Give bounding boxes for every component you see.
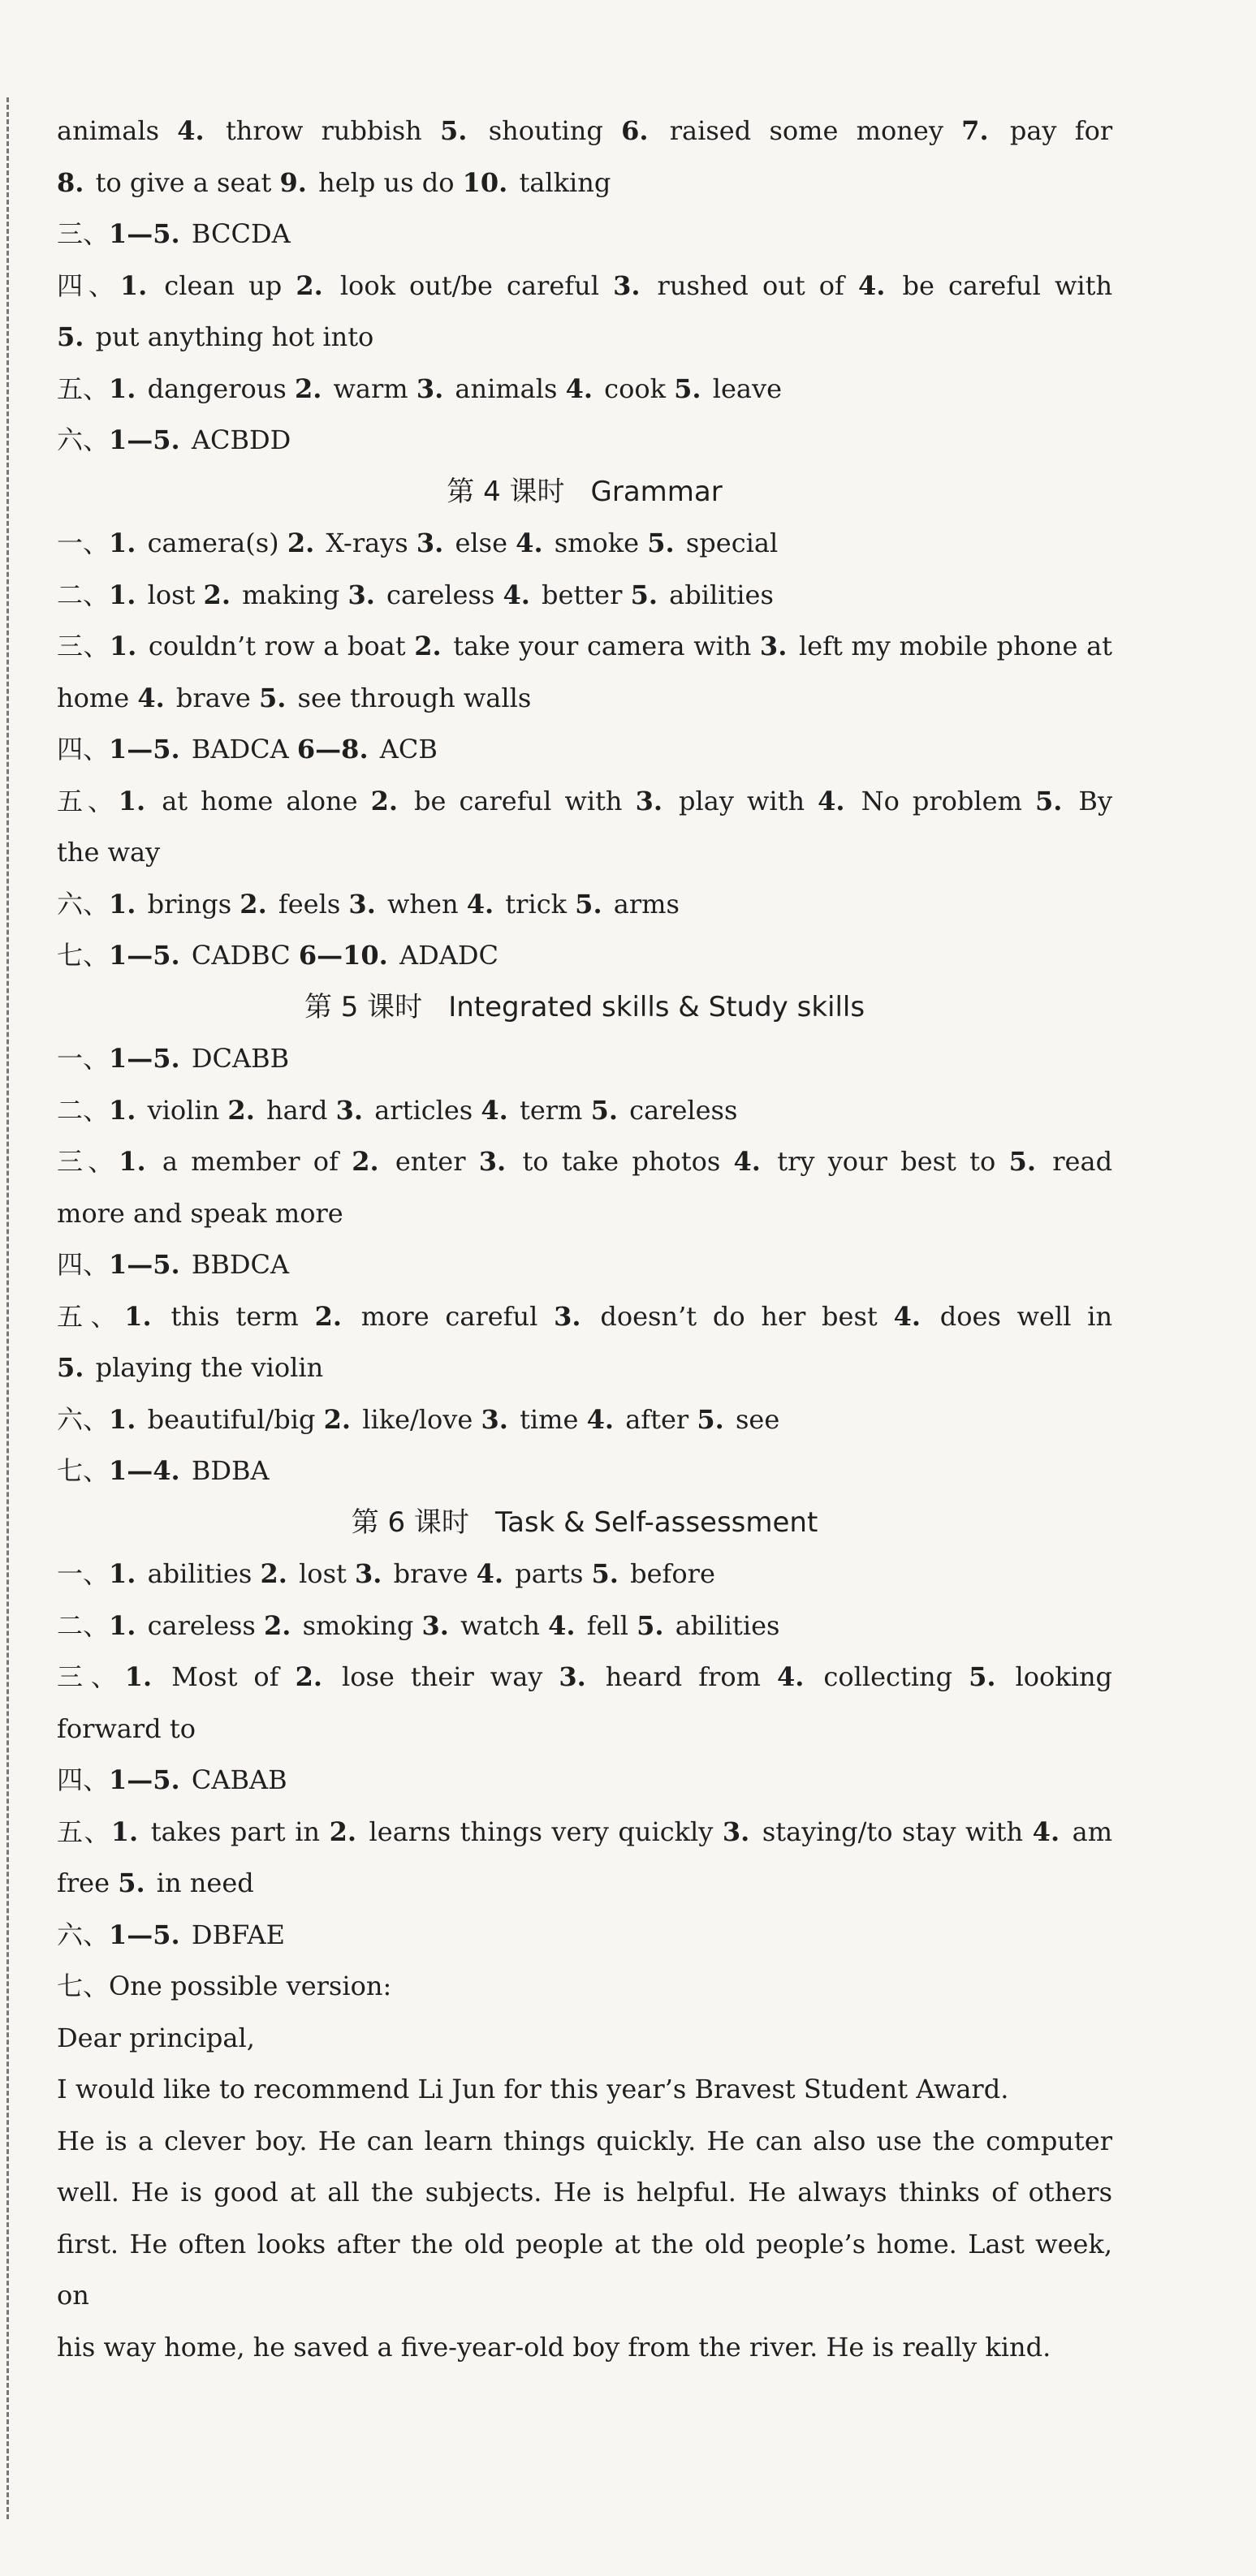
answer-text: put anything hot into bbox=[95, 321, 374, 352]
answer-text: fell bbox=[586, 1609, 628, 1641]
answer-text: special bbox=[685, 528, 779, 558]
answer-text: Most of bbox=[171, 1661, 279, 1692]
item-number: 5. bbox=[590, 1094, 618, 1126]
answer-text: playing the violin bbox=[95, 1352, 324, 1383]
section-marker: 二、 bbox=[57, 579, 110, 610]
answer-text: BBDCA bbox=[191, 1249, 290, 1280]
item-number: 3. bbox=[722, 1816, 750, 1847]
item-number: 2. bbox=[314, 1300, 342, 1332]
answer-text: animals bbox=[57, 115, 159, 146]
lesson-heading bbox=[57, 1497, 1112, 1549]
answer-text: animals bbox=[455, 373, 558, 404]
item-number: 5. bbox=[118, 1867, 145, 1898]
answer-text: beautiful/big bbox=[147, 1403, 316, 1435]
item-number: 1—5. bbox=[109, 1249, 180, 1280]
answer-text: be careful with bbox=[902, 269, 1113, 301]
answer-text: at home alone bbox=[162, 785, 358, 816]
item-number: 1. bbox=[109, 1403, 136, 1435]
answer-text: in need bbox=[156, 1867, 254, 1898]
answer-text: left my mobile phone at bbox=[798, 631, 1113, 661]
answer-text: see through walls bbox=[297, 682, 532, 713]
item-number: 2. bbox=[329, 1816, 356, 1847]
item-number: 8. bbox=[57, 166, 84, 198]
answer-text: lost bbox=[299, 1558, 347, 1589]
item-number: 5. bbox=[630, 579, 658, 610]
section-marker: 三、 bbox=[57, 1146, 119, 1177]
lesson-number: 第 4 课时 bbox=[447, 475, 565, 508]
answer-line bbox=[57, 1239, 1112, 1291]
answer-text: forward to bbox=[57, 1712, 196, 1744]
section-marker: 六、 bbox=[57, 424, 110, 455]
answer-line bbox=[57, 415, 1112, 467]
section-marker: 五、 bbox=[57, 785, 119, 816]
answer-text: see bbox=[735, 1403, 780, 1435]
section-marker: 三、 bbox=[57, 218, 110, 249]
section-marker: 五、 bbox=[57, 373, 110, 404]
item-number: 4. bbox=[476, 1558, 504, 1589]
item-number: 3. bbox=[613, 269, 641, 301]
item-number: 3. bbox=[478, 1146, 507, 1177]
answer-text: heard from bbox=[605, 1661, 761, 1692]
section-marker: 四、 bbox=[57, 1249, 110, 1280]
answer-text: his way home, he saved a five-year-old boy from the river. He is really kind. bbox=[57, 2331, 1051, 2363]
item-number: 1—4. bbox=[109, 1455, 180, 1486]
item-number: 1—5. bbox=[109, 1043, 180, 1074]
answer-text: BCCDA bbox=[191, 218, 291, 249]
item-number: 1—5. bbox=[109, 424, 180, 455]
item-number: 5. bbox=[1008, 1146, 1036, 1177]
answer-text: lose their way bbox=[341, 1661, 543, 1692]
item-number: 1. bbox=[109, 888, 136, 920]
answer-text: abilities bbox=[669, 579, 774, 610]
answer-text: I would like to recommend Li Jun for this year’s Bravest Student Award. bbox=[57, 2074, 1009, 2104]
item-number: 3. bbox=[559, 1661, 586, 1692]
item-number: 2. bbox=[203, 579, 231, 610]
answer-line bbox=[57, 1807, 1112, 1859]
item-number: 3. bbox=[481, 1403, 508, 1435]
answer-line bbox=[57, 1910, 1112, 1962]
answer-text: pay for bbox=[1009, 115, 1113, 146]
answer-text: the way bbox=[57, 837, 161, 868]
item-number: 3. bbox=[348, 888, 376, 920]
answer-line bbox=[57, 2219, 1112, 2322]
lesson-title: Task & Self-assessment bbox=[494, 1506, 818, 1539]
item-number: 1. bbox=[118, 785, 146, 816]
answer-text: smoke bbox=[554, 528, 640, 558]
answer-text: shouting bbox=[488, 115, 603, 146]
answer-text: rushed out of bbox=[657, 269, 844, 301]
item-number: 3. bbox=[347, 579, 375, 610]
item-number: 2. bbox=[294, 373, 322, 404]
answer-text: after bbox=[625, 1403, 689, 1435]
answer-text: abilities bbox=[675, 1609, 780, 1641]
answer-text: parts bbox=[515, 1558, 584, 1589]
section-marker: 三、 bbox=[57, 1661, 125, 1692]
answer-line bbox=[57, 157, 1112, 209]
item-number: 3. bbox=[355, 1558, 382, 1589]
answer-text: help us do bbox=[318, 166, 455, 198]
item-number: 4. bbox=[565, 373, 593, 404]
item-number: 3. bbox=[421, 1609, 449, 1641]
answer-line bbox=[57, 2013, 1112, 2065]
answer-text: throw rubbish bbox=[225, 115, 422, 146]
answer-text: warm bbox=[333, 373, 408, 404]
section-marker: 六、 bbox=[57, 1403, 110, 1435]
answer-text: brave bbox=[175, 682, 251, 713]
answer-line bbox=[57, 776, 1112, 828]
item-number: 3. bbox=[416, 528, 444, 558]
answer-text: making bbox=[242, 579, 340, 610]
item-number: 4. bbox=[137, 682, 165, 713]
answer-text: am bbox=[1072, 1816, 1113, 1847]
item-number: 7. bbox=[961, 115, 989, 146]
section-marker: 四、 bbox=[57, 734, 110, 765]
answer-line bbox=[57, 930, 1112, 982]
answer-line bbox=[57, 1961, 1112, 2013]
answer-text: enter bbox=[395, 1146, 466, 1177]
answer-text: leave bbox=[712, 373, 782, 404]
item-number: 3. bbox=[554, 1300, 581, 1332]
answer-text: lost bbox=[147, 579, 196, 610]
answer-text: like/love bbox=[362, 1403, 473, 1435]
binding-margin-dashes bbox=[6, 97, 9, 2519]
answer-line bbox=[57, 724, 1112, 776]
item-number: 1—5. bbox=[109, 734, 180, 765]
section-marker: 一、 bbox=[57, 1558, 110, 1589]
item-number: 1. bbox=[119, 1146, 146, 1177]
item-number: 4. bbox=[857, 269, 886, 301]
answer-text: collecting bbox=[823, 1661, 953, 1692]
answer-text: be careful with bbox=[414, 785, 623, 816]
answer-text: a member of bbox=[162, 1146, 339, 1177]
answer-text: this term bbox=[170, 1300, 299, 1332]
answer-text: dangerous bbox=[147, 373, 287, 404]
item-number: 4. bbox=[466, 888, 494, 920]
item-number: 3. bbox=[335, 1094, 364, 1126]
answer-line bbox=[57, 621, 1112, 673]
section-marker: 七、 bbox=[57, 1455, 110, 1486]
answer-text: to give a seat bbox=[95, 166, 272, 198]
answer-text: read bbox=[1052, 1146, 1113, 1177]
item-number: 3. bbox=[635, 785, 663, 816]
answer-text: brings bbox=[147, 888, 232, 920]
answer-line bbox=[57, 827, 1112, 879]
item-number: 1. bbox=[124, 1661, 153, 1692]
answer-line bbox=[57, 1652, 1112, 1704]
answer-line bbox=[57, 1394, 1112, 1446]
answer-line bbox=[57, 1755, 1112, 1807]
answer-text: trick bbox=[505, 888, 567, 920]
item-number: 4. bbox=[733, 1146, 761, 1177]
answer-text: By bbox=[1078, 785, 1113, 816]
answer-text: smoking bbox=[302, 1609, 414, 1641]
item-number: 1. bbox=[109, 1558, 136, 1589]
answer-text: couldn’t row a boat bbox=[148, 631, 406, 661]
item-number: 4. bbox=[516, 528, 543, 558]
answer-line bbox=[57, 209, 1112, 261]
answer-line bbox=[57, 364, 1112, 416]
answer-line bbox=[57, 1291, 1112, 1343]
item-number: 4. bbox=[776, 1661, 805, 1692]
answer-text: ADADC bbox=[399, 940, 499, 971]
item-number: 2. bbox=[240, 888, 267, 920]
answer-text: violin bbox=[147, 1094, 220, 1126]
answer-text: take your camera with bbox=[453, 631, 752, 661]
section-marker: 七、 bbox=[57, 940, 110, 971]
answer-line bbox=[57, 1342, 1112, 1394]
answer-text: more careful bbox=[360, 1300, 538, 1332]
answer-text: ACBDD bbox=[191, 424, 291, 455]
answer-line bbox=[57, 1704, 1112, 1755]
item-number: 10. bbox=[462, 166, 508, 198]
answer-text: look out/be careful bbox=[339, 269, 599, 301]
answer-line bbox=[57, 1033, 1112, 1085]
item-number: 1—5. bbox=[109, 940, 180, 971]
item-number: 5. bbox=[57, 321, 84, 352]
answer-line bbox=[57, 570, 1112, 622]
lesson-title: Grammar bbox=[590, 475, 723, 508]
section-marker: 四、 bbox=[57, 269, 120, 301]
item-number: 2. bbox=[260, 1558, 287, 1589]
item-number: 2. bbox=[352, 1146, 379, 1177]
item-number: 3. bbox=[416, 373, 444, 404]
item-number: 4. bbox=[1032, 1816, 1060, 1847]
answer-line bbox=[57, 1600, 1112, 1652]
section-marker: 四、 bbox=[57, 1764, 110, 1795]
item-number: 5. bbox=[591, 1558, 619, 1589]
item-number: 6. bbox=[621, 115, 649, 146]
lesson-number: 第 5 课时 bbox=[304, 990, 423, 1023]
answer-line bbox=[57, 673, 1112, 725]
answer-text: does well in bbox=[939, 1300, 1113, 1332]
lesson-heading bbox=[57, 982, 1112, 1034]
answer-text: time bbox=[520, 1403, 579, 1435]
answer-text: better bbox=[542, 579, 623, 610]
item-number: 1—5. bbox=[109, 1919, 180, 1950]
answer-text: takes part in bbox=[150, 1816, 321, 1847]
answer-text: clean up bbox=[164, 269, 283, 301]
answer-line bbox=[57, 261, 1112, 312]
section-marker: 三、 bbox=[57, 631, 110, 661]
answer-text: term bbox=[519, 1094, 583, 1126]
item-number: 4. bbox=[177, 115, 205, 146]
item-number: 5. bbox=[697, 1403, 724, 1435]
answer-text: careless bbox=[629, 1094, 738, 1126]
item-number: 5. bbox=[637, 1609, 664, 1641]
section-marker: 二、 bbox=[57, 1609, 110, 1641]
answer-line bbox=[57, 1858, 1112, 1910]
answer-line bbox=[57, 312, 1112, 364]
item-number: 4. bbox=[586, 1403, 615, 1435]
answer-text: brave bbox=[393, 1558, 468, 1589]
item-number: 1. bbox=[109, 631, 137, 661]
item-number: 2. bbox=[370, 785, 398, 816]
item-number: 2. bbox=[323, 1403, 352, 1435]
section-marker: 一、 bbox=[57, 1043, 110, 1074]
answer-line bbox=[57, 879, 1112, 931]
item-number: 2. bbox=[264, 1609, 291, 1641]
section-marker: 二、 bbox=[57, 1094, 110, 1126]
section-marker: 六、 bbox=[57, 1919, 110, 1950]
section-marker: 五、 bbox=[57, 1816, 111, 1847]
answer-text: else bbox=[455, 528, 507, 558]
answer-text: Dear principal, bbox=[57, 2022, 255, 2053]
item-number: 4. bbox=[893, 1300, 921, 1332]
answer-text: talking bbox=[519, 166, 611, 198]
answer-text: 七、One possible version: bbox=[57, 1971, 392, 2001]
answer-text: raised some money bbox=[669, 115, 943, 146]
item-number: 4. bbox=[818, 785, 845, 816]
answer-line bbox=[57, 518, 1112, 570]
answer-text: first. He often looks after the old people at the old people’s home. Last week, on bbox=[57, 2228, 1112, 2311]
answer-text: X-rays bbox=[326, 528, 408, 558]
answer-text: DBFAE bbox=[191, 1919, 285, 1950]
section-marker: 六、 bbox=[57, 888, 110, 920]
answer-text: when bbox=[387, 888, 459, 920]
answer-text: learns things very quickly bbox=[369, 1816, 714, 1847]
answer-text: camera(s) bbox=[147, 528, 279, 558]
item-number: 1—5. bbox=[109, 1764, 180, 1795]
answer-text: staying/to stay with bbox=[762, 1816, 1024, 1847]
lesson-number: 第 6 课时 bbox=[351, 1506, 469, 1539]
answer-text: ACB bbox=[379, 734, 438, 765]
item-number: 5. bbox=[258, 682, 287, 713]
answer-text: hard bbox=[266, 1094, 328, 1126]
answer-text: No problem bbox=[861, 785, 1022, 816]
answer-text: doesn’t do her best bbox=[600, 1300, 878, 1332]
item-number: 4. bbox=[503, 579, 530, 610]
answer-line bbox=[57, 2064, 1112, 2116]
answer-text: arms bbox=[613, 888, 680, 920]
answer-text: try your best to bbox=[777, 1146, 996, 1177]
item-number: 1. bbox=[109, 1094, 136, 1126]
answer-text: well. He is good at all the subjects. He is helpful. He always thinks of others bbox=[57, 2177, 1112, 2208]
answer-text: BADCA bbox=[191, 734, 289, 765]
item-number: 1. bbox=[109, 579, 136, 610]
item-number: 5. bbox=[575, 888, 602, 920]
answer-text: home bbox=[57, 682, 130, 713]
item-number: 2. bbox=[295, 1661, 322, 1692]
answer-text: CABAB bbox=[191, 1764, 287, 1795]
item-number: 2. bbox=[287, 528, 315, 558]
answer-text: CADBC bbox=[191, 940, 291, 971]
answer-text: play with bbox=[679, 785, 805, 816]
answer-line bbox=[57, 1085, 1112, 1137]
answer-line bbox=[57, 2322, 1112, 2374]
answer-text: free bbox=[57, 1867, 110, 1898]
answer-text: watch bbox=[460, 1609, 540, 1641]
answer-text: careless bbox=[147, 1609, 256, 1641]
item-number: 1—5. bbox=[109, 218, 180, 249]
answer-line bbox=[57, 2167, 1112, 2219]
item-number: 3. bbox=[759, 631, 788, 661]
item-number: 1. bbox=[109, 373, 136, 404]
answer-line bbox=[57, 106, 1112, 157]
item-number: 6—8. bbox=[296, 734, 369, 765]
answer-line bbox=[57, 1549, 1112, 1600]
item-number: 2. bbox=[414, 631, 442, 661]
item-number: 1. bbox=[119, 269, 148, 301]
answer-line bbox=[57, 2116, 1112, 2168]
answer-text: careless bbox=[386, 579, 495, 610]
item-number: 4. bbox=[548, 1609, 576, 1641]
answer-line bbox=[57, 1445, 1112, 1497]
answer-text: more and speak more bbox=[57, 1197, 343, 1229]
item-number: 4. bbox=[481, 1094, 508, 1126]
item-number: 2. bbox=[296, 269, 323, 301]
answer-line bbox=[57, 1188, 1112, 1240]
answer-text: looking bbox=[1015, 1661, 1113, 1692]
item-number: 1. bbox=[109, 1609, 136, 1641]
item-number: 1. bbox=[109, 528, 136, 558]
item-number: 2. bbox=[227, 1094, 255, 1126]
item-number: 5. bbox=[57, 1352, 84, 1383]
answer-text: abilities bbox=[147, 1558, 252, 1589]
answer-text: BDBA bbox=[191, 1455, 270, 1486]
section-marker: 五、 bbox=[57, 1300, 125, 1332]
item-number: 1. bbox=[110, 1816, 139, 1847]
answer-text: He is a clever boy. He can learn things quickly. He can also use the computer bbox=[57, 2125, 1112, 2156]
item-number: 5. bbox=[969, 1661, 996, 1692]
item-number: 6—10. bbox=[298, 940, 388, 971]
item-number: 9. bbox=[279, 166, 307, 198]
answer-key-page bbox=[57, 106, 1112, 2373]
item-number: 5. bbox=[440, 115, 468, 146]
item-number: 5. bbox=[647, 528, 675, 558]
item-number: 1. bbox=[124, 1300, 152, 1332]
item-number: 5. bbox=[674, 373, 701, 404]
answer-text: cook bbox=[604, 373, 666, 404]
lesson-heading bbox=[57, 467, 1112, 519]
item-number: 5. bbox=[1034, 785, 1063, 816]
answer-text: feels bbox=[278, 888, 341, 920]
answer-text: DCABB bbox=[191, 1043, 290, 1074]
answer-text: before bbox=[630, 1558, 715, 1589]
lesson-title: Integrated skills & Study skills bbox=[448, 990, 865, 1023]
section-marker: 一、 bbox=[57, 528, 110, 558]
answer-text: to take photos bbox=[522, 1146, 721, 1177]
answer-text: articles bbox=[374, 1094, 473, 1126]
answer-line bbox=[57, 1136, 1112, 1188]
